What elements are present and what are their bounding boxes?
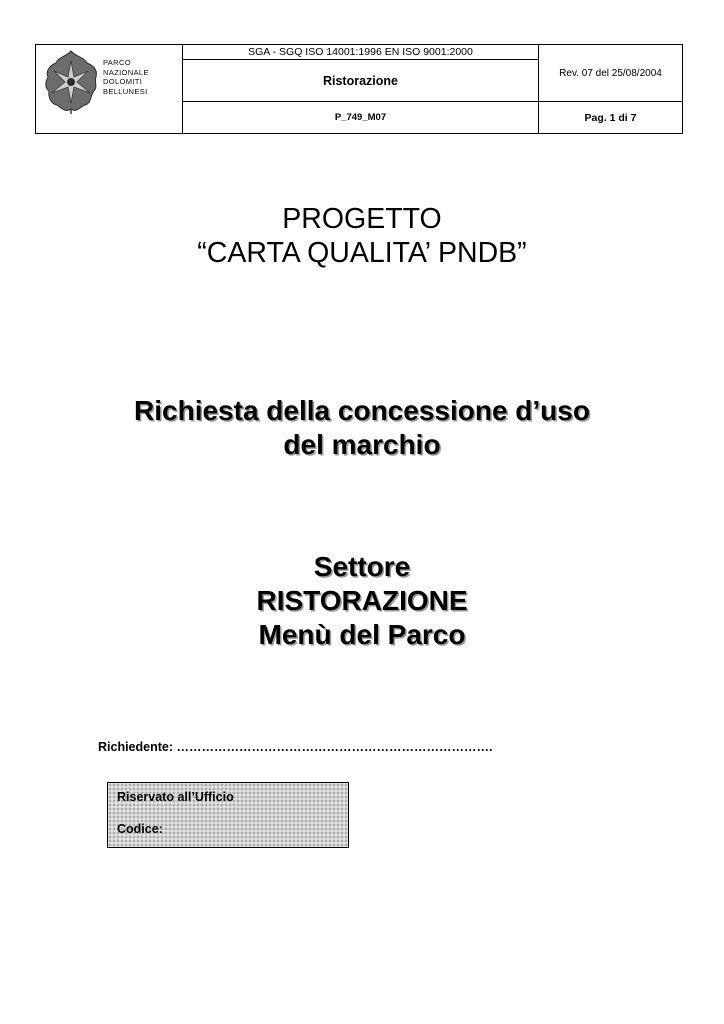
logo-line: DOLOMITI [103, 77, 143, 87]
section-cell: Ristorazione [183, 60, 539, 102]
revision-cell: Rev. 07 del 25/08/2004 [539, 45, 683, 102]
office-reserved-box [107, 782, 349, 848]
logo-line: NAZIONALE [103, 67, 149, 77]
sector-title-line: RISTORAZIONE [256, 585, 468, 616]
request-title [0, 394, 724, 462]
project-title-line: “CARTA QUALITA’ PNDB” [197, 237, 527, 269]
logo-cell [36, 45, 183, 134]
applicant-field[interactable]: Richiedente: …………………………………………………………………. [98, 740, 493, 754]
sector-title-line: Settore [313, 551, 411, 582]
document-code-cell: P_749_M07 [183, 102, 539, 134]
standard-cell: SGA - SGQ ISO 14001:1996 EN ISO 9001:2000 [183, 45, 539, 60]
project-title-line: PROGETTO [282, 203, 442, 235]
sector-title-line: Menù del Parco [258, 619, 466, 650]
sector-title [0, 550, 724, 652]
logo-line: PARCO [103, 58, 131, 67]
logo-text [103, 58, 149, 96]
document-header-table [35, 44, 683, 134]
park-flower-logo-icon [40, 47, 102, 115]
project-title [0, 202, 724, 270]
page-number-cell: Pag. 1 di 7 [539, 102, 683, 134]
request-title-line: del marchio [283, 429, 441, 460]
request-title-line: Richiesta della concessione d’uso [134, 395, 590, 426]
office-code-label: Codice: [117, 822, 163, 836]
logo-line: BELLUNESI [103, 86, 148, 96]
office-reserved-label: Riservato all’Ufficio [117, 790, 234, 804]
